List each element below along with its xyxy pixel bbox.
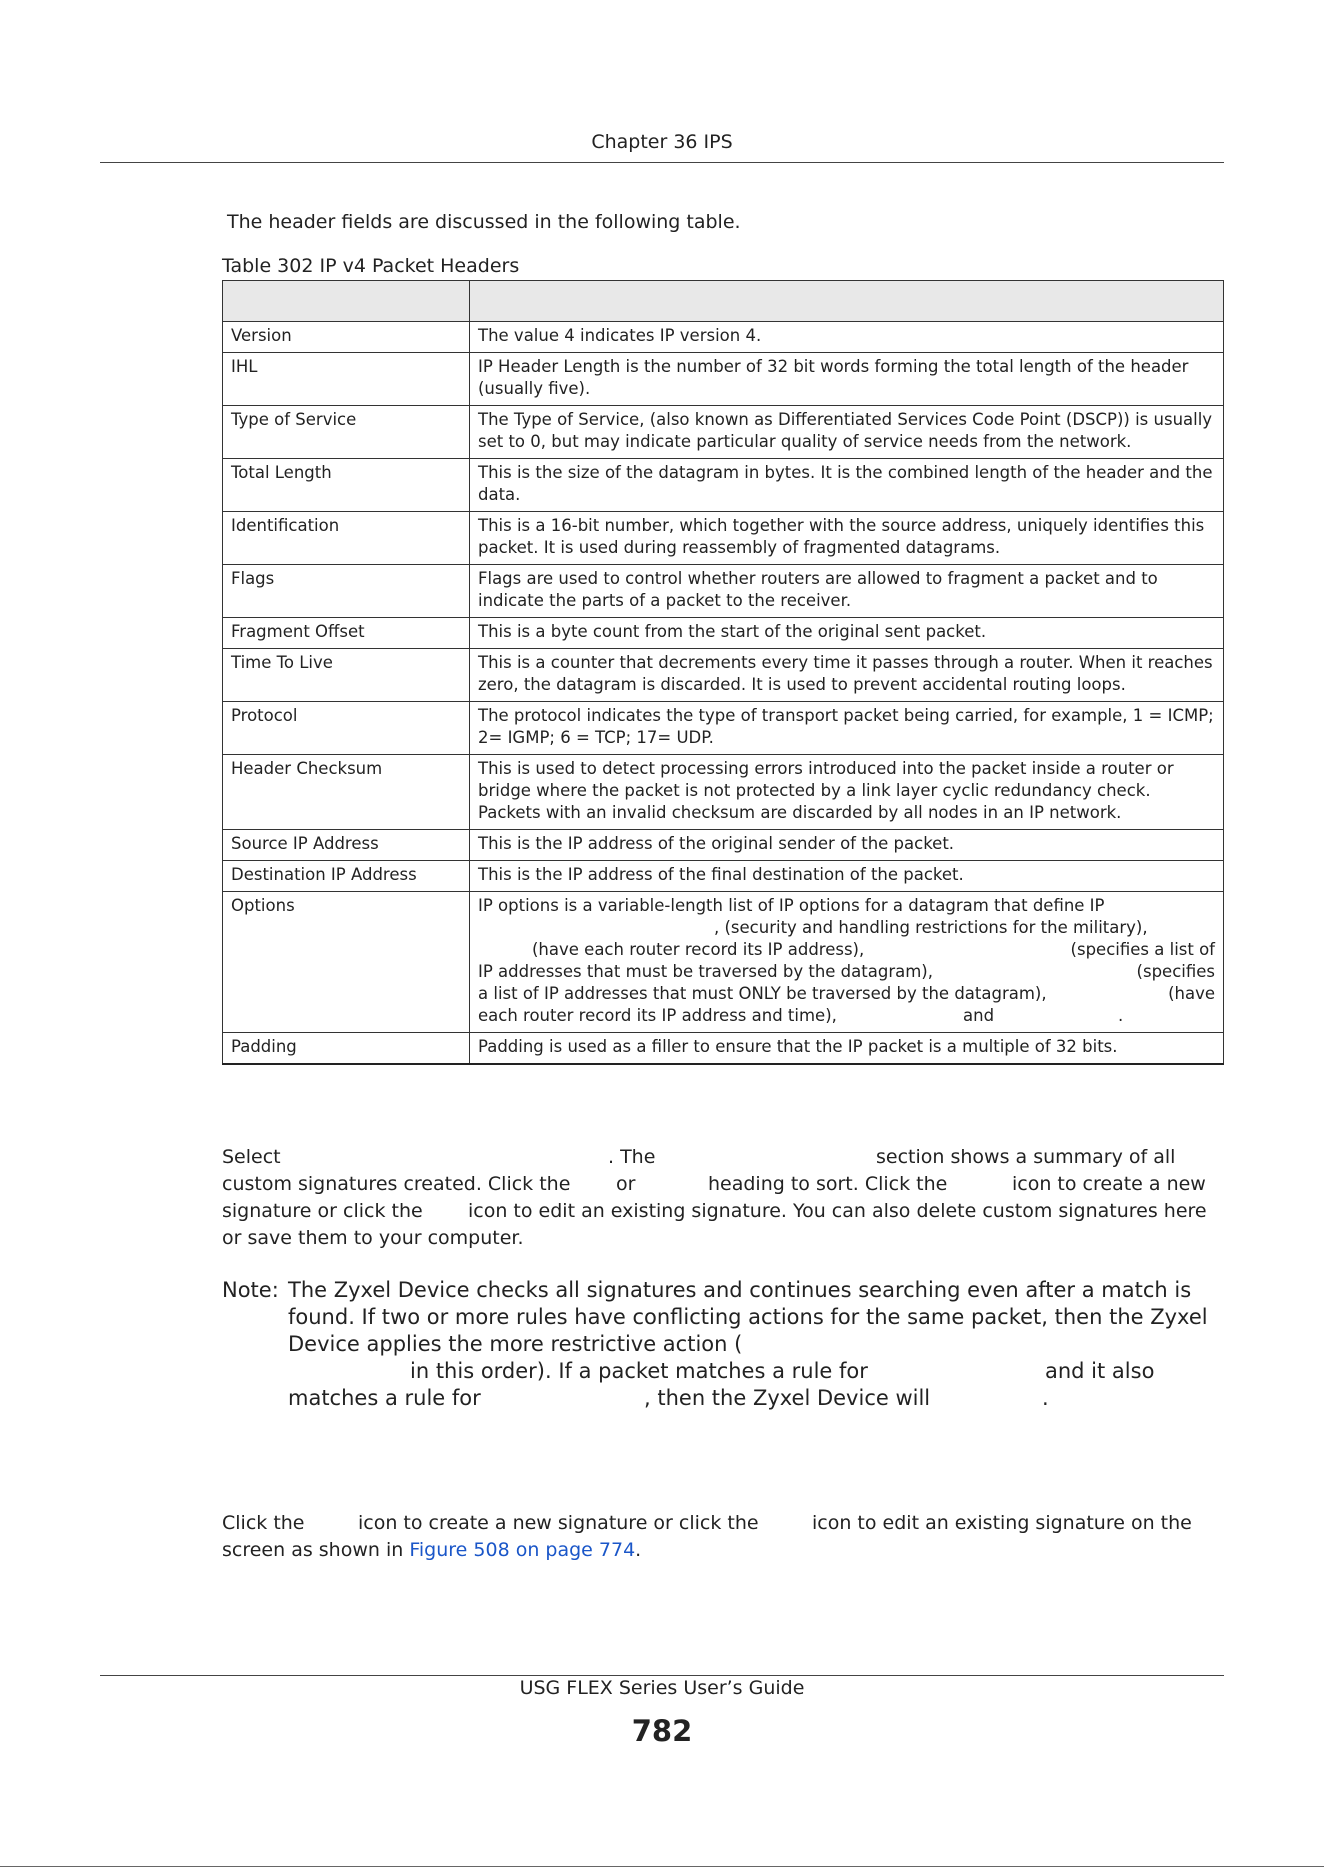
table-row	[223, 755, 1224, 830]
options-line: , (security and handling restrictions for the military),	[714, 918, 1148, 937]
note-line: .	[1042, 1386, 1049, 1410]
field-description: This is used to detect processing errors introduced into the packet inside a router or bridge where the packet is not protected by a link layer cyclic redundancy check. Packets with an invalid checksum are discarded by all nodes in an IP network.	[470, 755, 1224, 830]
table-row	[223, 702, 1224, 755]
note-line: , then the Zyxel Device will	[644, 1386, 931, 1410]
options-description	[470, 892, 1224, 1033]
table-row	[223, 459, 1224, 512]
field-description: This is a 16-bit number, which together with the source address, uniquely identifies this packet. It is used during reassembly of fragmented datagrams.	[470, 512, 1224, 565]
options-line	[478, 961, 1215, 983]
field-name: Type of Service	[223, 406, 470, 459]
options-line	[478, 983, 1215, 1005]
field-description: The protocol indicates the type of transport packet being carried, for example, 1 = ICMP; 2= IGMP; 6 = TCP; 17= UDP.	[470, 702, 1224, 755]
text-fragment: screen as shown in	[222, 1539, 404, 1561]
table-row	[223, 861, 1224, 892]
field-description: This is a counter that decrements every time it passes through a router. When it reaches zero, the datagram is discarded. It is used to prevent accidental routing loops.	[470, 649, 1224, 702]
table-row	[223, 892, 1224, 1033]
options-fragment: a list of IP addresses that must ONLY be traversed by the datagram),	[478, 984, 1047, 1003]
table-row	[223, 1033, 1224, 1065]
table-row	[223, 353, 1224, 406]
field-name: Destination IP Address	[223, 861, 470, 892]
field-name: Header Checksum	[223, 755, 470, 830]
page-bottom-edge	[0, 1866, 1324, 1867]
field-name: Padding	[223, 1033, 470, 1065]
table-row	[223, 322, 1224, 353]
intro-text: The header fields are discussed in the following table.	[227, 211, 741, 233]
table-row	[223, 512, 1224, 565]
field-name: Identification	[223, 512, 470, 565]
table-row	[223, 406, 1224, 459]
options-line: IP options is a variable-length list of IP options for a datagram that define IP	[478, 896, 1105, 915]
column-header-field	[223, 281, 470, 322]
field-name: IHL	[223, 353, 470, 406]
note-line: found. If two or more rules have conflicting actions for the same packet, then the Zyxel	[288, 1305, 1208, 1329]
field-name: Fragment Offset	[223, 618, 470, 649]
field-description: This is the IP address of the final destination of the packet.	[470, 861, 1224, 892]
field-description: This is the size of the datagram in bytes. It is the combined length of the header and the data.	[470, 459, 1224, 512]
page-number: 782	[631, 1714, 693, 1748]
footer-rule	[100, 1675, 1224, 1676]
field-description: Flags are used to control whether routers are allowed to fragment a packet and to indicate the parts of a packet to the receiver.	[470, 565, 1224, 618]
field-description: The Type of Service, (also known as Differentiated Services Code Point (DSCP)) is usually set to 0, but may indicate particular quality of service needs from the network.	[470, 406, 1224, 459]
note-line: in this order). If a packet matches a rule for	[410, 1359, 868, 1383]
table-caption: Table 302 IP v4 Packet Headers	[222, 255, 520, 277]
field-name: Version	[223, 322, 470, 353]
table-row	[223, 649, 1224, 702]
running-header: Chapter 36 IPS	[591, 131, 733, 153]
table-row	[223, 830, 1224, 861]
figure-link[interactable]: Figure 508 on page 774	[409, 1539, 636, 1561]
text-fragment: icon to edit an existing signature. You can also delete custom signatures here	[468, 1200, 1207, 1222]
header-rule	[100, 162, 1224, 163]
options-fragment: IP addresses that must be traversed by the datagram),	[478, 962, 933, 981]
text-fragment: custom signatures created. Click the	[222, 1173, 571, 1195]
options-fragment: .	[1118, 1006, 1124, 1025]
field-name: Options	[223, 892, 470, 1033]
note-label: Note:	[222, 1278, 279, 1302]
note-line: Device applies the more restrictive action (	[288, 1332, 743, 1356]
ip-packet-headers-table	[222, 280, 1224, 1065]
text-fragment: icon to create a new signature or click the	[358, 1512, 759, 1534]
text-fragment: . The	[608, 1146, 656, 1168]
options-line	[478, 939, 1215, 961]
table-header-row	[223, 281, 1224, 322]
table-row	[223, 618, 1224, 649]
options-fragment: and	[963, 1006, 995, 1025]
options-fragment: (specifies a list of	[1070, 940, 1215, 959]
field-name: Time To Live	[223, 649, 470, 702]
field-name: Total Length	[223, 459, 470, 512]
field-description: IP Header Length is the number of 32 bit words forming the total length of the header (usually five).	[470, 353, 1224, 406]
field-name: Protocol	[223, 702, 470, 755]
footer-title: USG FLEX Series User’s Guide	[519, 1677, 805, 1699]
options-fragment: (specifies	[1136, 962, 1215, 981]
text-fragment: icon to edit an existing signature on the	[812, 1512, 1192, 1534]
options-fragment: (have each router record its IP address),	[532, 940, 865, 959]
text-fragment: signature or click the	[222, 1200, 423, 1222]
options-fragment: each router record its IP address and time),	[478, 1006, 837, 1025]
table-row	[223, 565, 1224, 618]
text-fragment: Click the	[222, 1512, 305, 1534]
options-line	[478, 1005, 1215, 1027]
field-description: This is a byte count from the start of the original sent packet.	[470, 618, 1224, 649]
text-fragment: .	[635, 1539, 642, 1561]
note	[222, 1277, 1224, 1417]
options-fragment: (have	[1168, 984, 1215, 1003]
column-header-description	[470, 281, 1224, 322]
field-name: Source IP Address	[223, 830, 470, 861]
text-fragment: Select	[222, 1146, 281, 1168]
text-fragment: or save them to your computer.	[222, 1227, 524, 1249]
custom-signatures-paragraph	[222, 1144, 1224, 1252]
field-description: This is the IP address of the original sender of the packet.	[470, 830, 1224, 861]
note-line: and it also	[1045, 1359, 1155, 1383]
text-fragment: icon to create a new	[1012, 1173, 1206, 1195]
text-fragment: heading to sort. Click the	[708, 1173, 948, 1195]
note-line: The Zyxel Device checks all signatures and continues searching even after a match is	[288, 1278, 1192, 1302]
field-description: The value 4 indicates IP version 4.	[470, 322, 1224, 353]
text-fragment: or	[616, 1173, 636, 1195]
field-description: Padding is used as a filler to ensure that the IP packet is a multiple of 32 bits.	[470, 1033, 1224, 1065]
field-name: Flags	[223, 565, 470, 618]
edit-signature-paragraph	[222, 1510, 1224, 1566]
text-fragment: section shows a summary of all	[876, 1146, 1176, 1168]
text-fragment	[222, 1537, 641, 1564]
note-line: matches a rule for	[288, 1386, 481, 1410]
